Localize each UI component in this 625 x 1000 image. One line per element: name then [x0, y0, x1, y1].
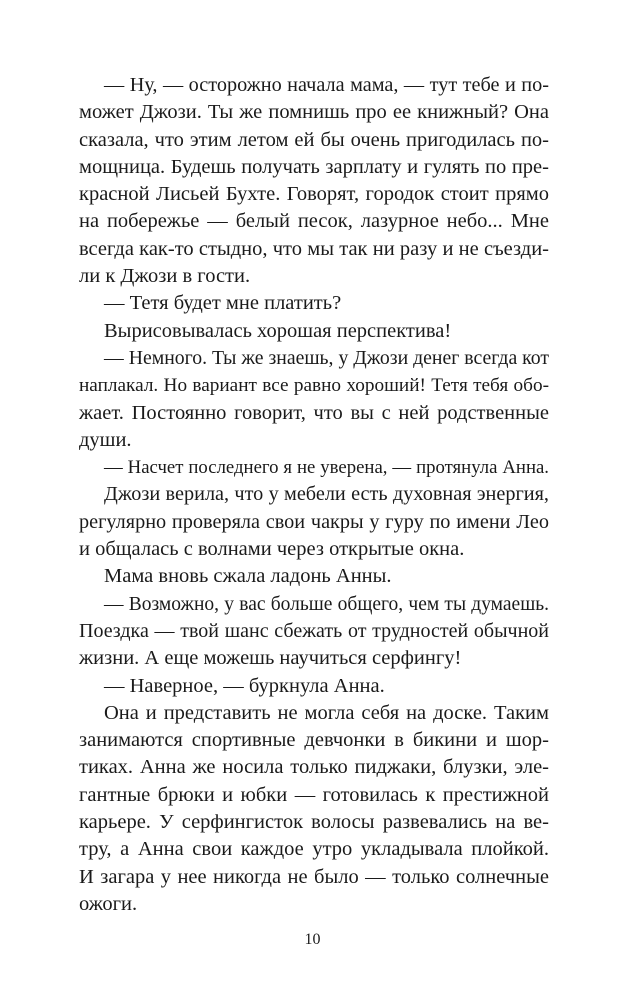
- text-line: Поездка — твой шанс сбежать от трудностей обычной: [79, 619, 549, 642]
- text-line: тру, а Анна свои каждое утро укладывала плойкой.: [79, 838, 549, 861]
- text-line: Джози верила, что у мебели есть духовная энергия,: [104, 483, 549, 506]
- text-line: регулярно проверяла свои чакры у гуру по имени Лео: [79, 510, 549, 533]
- text-line: занимаются спортивные девчонки в бикини и шор-: [79, 729, 549, 752]
- text-line: наплакал. Но вариант все равно хороший! Тетя тебя обо-: [79, 375, 549, 397]
- text-line: И загара у нее никогда не было — только солнечные: [79, 865, 549, 888]
- text-line: мощница. Будешь получать зарплату и гулять по пре-: [79, 155, 549, 178]
- text-line: на побережье — белый песок, лазурное небо... Мне: [79, 210, 549, 233]
- text-line: и общалась с волнами через открытые окна.: [79, 538, 465, 561]
- text-line: — Тетя будет мне платить?: [104, 292, 342, 315]
- text-line: Она и представить не могла себя на доске. Таким: [104, 701, 549, 724]
- text-line: души.: [79, 428, 132, 451]
- text-line: тиках. Анна же носила только пиджаки, блузки, эле-: [79, 756, 549, 779]
- text-line: — Немного. Ты же знаешь, у Джози денег всегда кот: [104, 346, 549, 369]
- text-line: всегда как-то стыдно, что мы так ни разу и не съезди-: [79, 237, 549, 260]
- body-text: [79, 72, 549, 918]
- text-line: может Джози. Ты же помнишь про ее книжный? Она: [79, 101, 549, 124]
- page-number: 10: [304, 931, 321, 948]
- text-line: красной Лисьей Бухте. Говорят, городок стоит прямо: [79, 183, 549, 206]
- text-line: Вырисовывалась хорошая перспектива!: [104, 319, 452, 342]
- text-line: — Ну, — осторожно начала мама, — тут тебе и по-: [104, 74, 549, 96]
- text-line: — Возможно, у вас больше общего, чем ты думаешь.: [104, 593, 549, 615]
- text-line: ли к Джози в гости.: [79, 265, 251, 288]
- text-line: жизни. А еще можешь научиться серфингу!: [79, 647, 462, 670]
- text-line: сказала, что этим летом ей бы очень пригодилась по-: [79, 128, 549, 151]
- text-line: ожоги.: [79, 892, 138, 915]
- text-line: гантные брюки и юбки — готовилась к престижной: [79, 783, 549, 806]
- text-line: карьере. У серфингисток волосы развевались на ве-: [79, 811, 549, 834]
- text-line: Мама вновь сжала ладонь Анны.: [104, 565, 392, 588]
- text-line: — Наверное, — буркнула Анна.: [104, 674, 385, 697]
- text-line: жает. Постоянно говорит, что вы с ней родственные: [79, 401, 549, 424]
- text-line: — Насчет последнего я не уверена, — протянула Анна.: [104, 457, 549, 479]
